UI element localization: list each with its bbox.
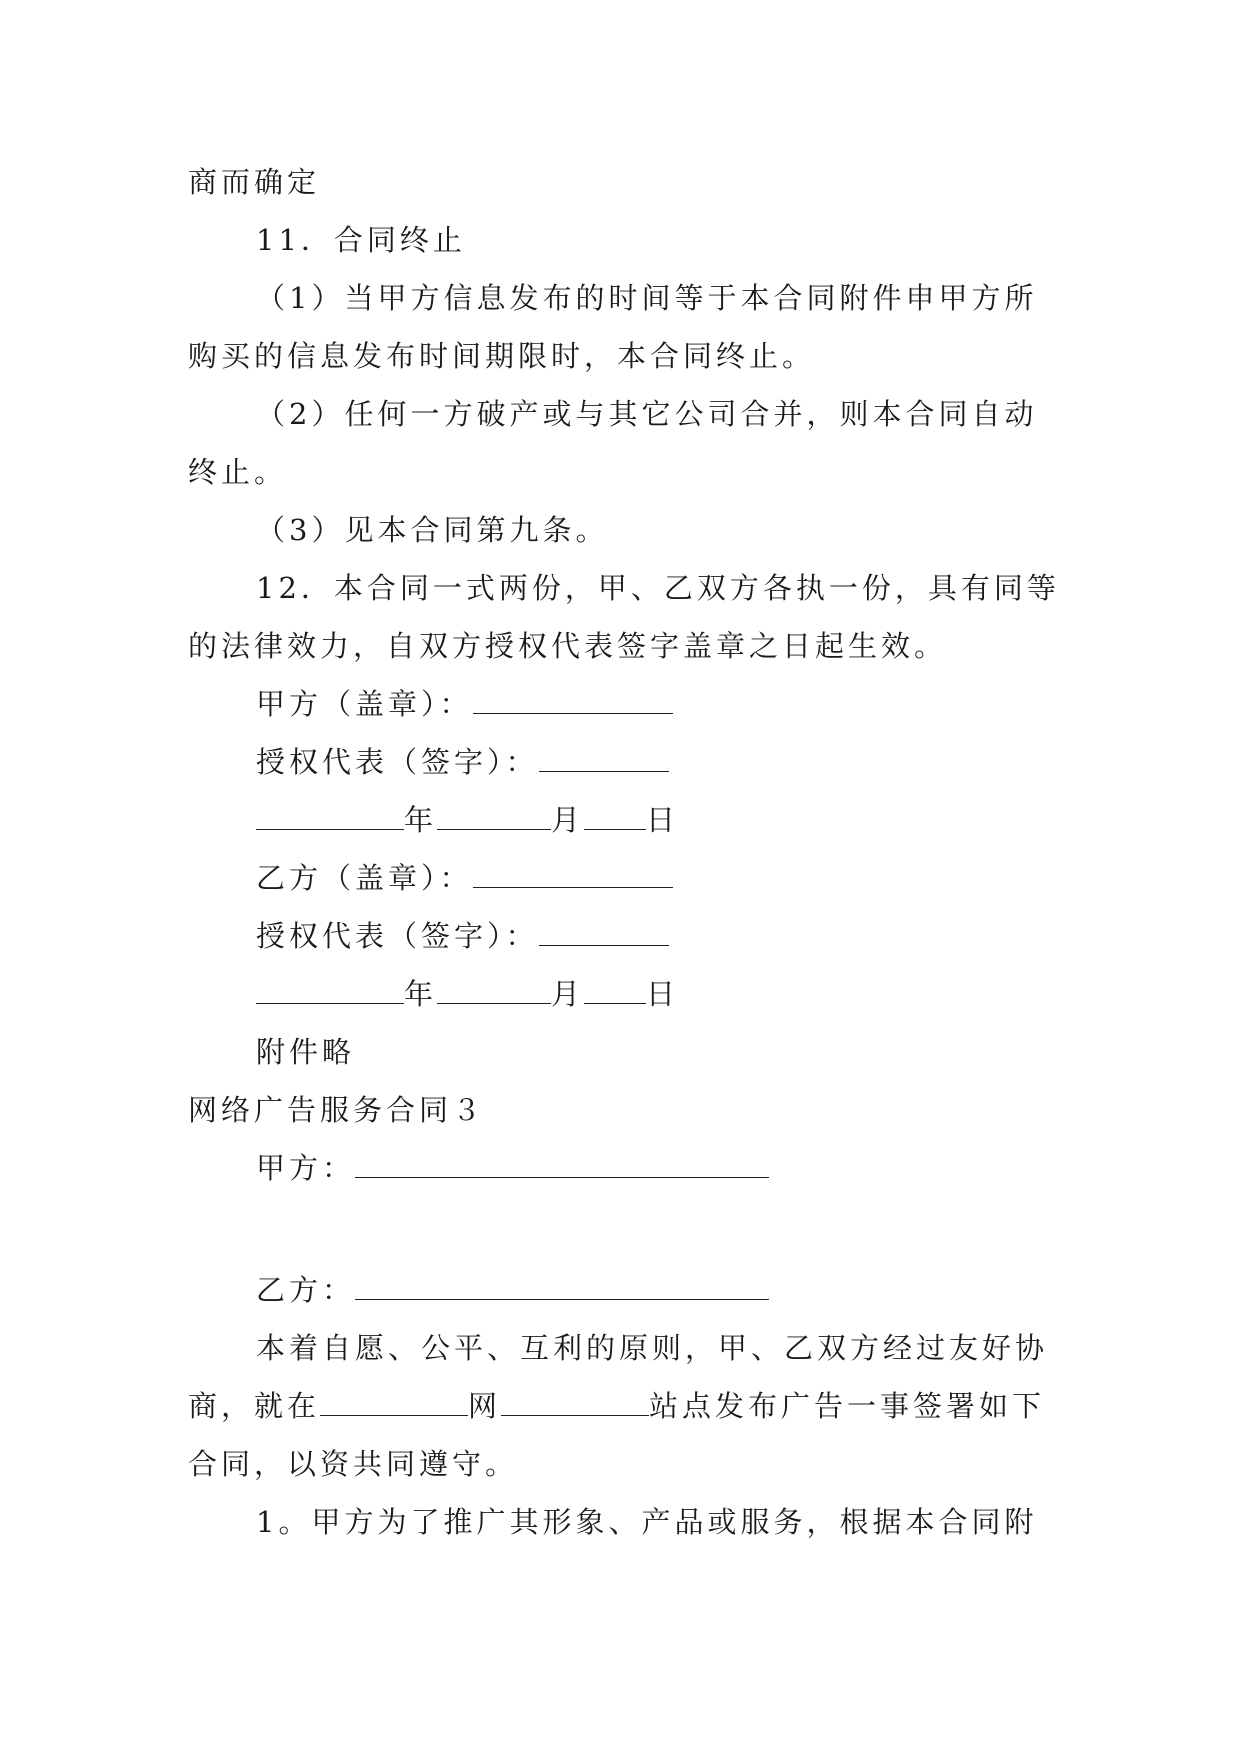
text-line: （2）任何一方破产或与其它公司合并，则本合同自动 xyxy=(256,397,1038,431)
party-b-date xyxy=(256,974,679,1014)
day-label: 日 xyxy=(646,803,680,837)
text-line: （1）当甲方信息发布的时间等于本合同附件申甲方所 xyxy=(256,281,1038,315)
party-a-seal-label: 甲方（盖章）： xyxy=(256,687,473,721)
text-line: 本着自愿、公平、互利的原则，甲、乙双方经过友好协 xyxy=(256,1331,1049,1365)
day-label: 日 xyxy=(646,977,680,1011)
text-line: （3）见本合同第九条。 xyxy=(256,513,609,547)
month-label: 月 xyxy=(551,977,585,1011)
blank-line[interactable] xyxy=(539,745,669,772)
text-segment: 商，就在 xyxy=(188,1389,321,1423)
blank-line[interactable] xyxy=(256,803,404,830)
blank-line[interactable] xyxy=(584,803,646,830)
year-label: 年 xyxy=(404,977,438,1011)
party-b-seal-label: 乙方（盖章）： xyxy=(256,861,473,895)
text-line: 1。甲方为了推广其形象、产品或服务，根据本合同附 xyxy=(256,1505,1038,1539)
blank-line[interactable] xyxy=(256,977,404,1004)
party-b-rep xyxy=(256,916,669,956)
attachment-note: 附件略 xyxy=(256,1035,356,1069)
blank-line[interactable] xyxy=(355,1151,769,1178)
blank-line[interactable] xyxy=(320,1389,468,1416)
party-a-date xyxy=(256,800,679,840)
party-a-rep-label: 授权代表（签字）： xyxy=(256,745,539,779)
text-segment: 网 xyxy=(468,1389,502,1423)
party-b-rep-label: 授权代表（签字）： xyxy=(256,919,539,953)
text-line: 12．本合同一式两份，甲、乙双方各执一份，具有同等 xyxy=(256,571,1060,605)
section-title: 网络广告服务合同３ xyxy=(188,1093,486,1127)
party-b-seal xyxy=(256,858,673,898)
party-a-seal xyxy=(256,684,673,724)
party-a-label: 甲方： xyxy=(256,1151,356,1185)
party-a-field xyxy=(256,1148,769,1188)
blank-line[interactable] xyxy=(539,919,669,946)
blank-line[interactable] xyxy=(437,803,551,830)
month-label: 月 xyxy=(551,803,585,837)
party-b-label: 乙方： xyxy=(256,1273,356,1307)
blank-line[interactable] xyxy=(501,1389,649,1416)
party-b-field xyxy=(256,1270,769,1310)
blank-line[interactable] xyxy=(473,861,673,888)
clause-heading: 11．合同终止 xyxy=(256,223,466,257)
blank-line[interactable] xyxy=(584,977,646,1004)
blank-line[interactable] xyxy=(473,687,673,714)
blank-line[interactable] xyxy=(355,1273,769,1300)
site-clause xyxy=(188,1386,1045,1426)
year-label: 年 xyxy=(404,803,438,837)
text-line: 的法律效力，自双方授权代表签字盖章之日起生效。 xyxy=(188,629,948,663)
text-line: 终止。 xyxy=(188,455,288,489)
blank-line[interactable] xyxy=(437,977,551,1004)
text-segment: 站点发布广告一事签署如下 xyxy=(649,1389,1046,1423)
text-line: 购买的信息发布时间期限时，本合同终止。 xyxy=(188,339,816,373)
text-line: 合同，以资共同遵守。 xyxy=(188,1447,519,1481)
party-a-rep xyxy=(256,742,669,782)
text-line: 商而确定 xyxy=(188,165,321,199)
